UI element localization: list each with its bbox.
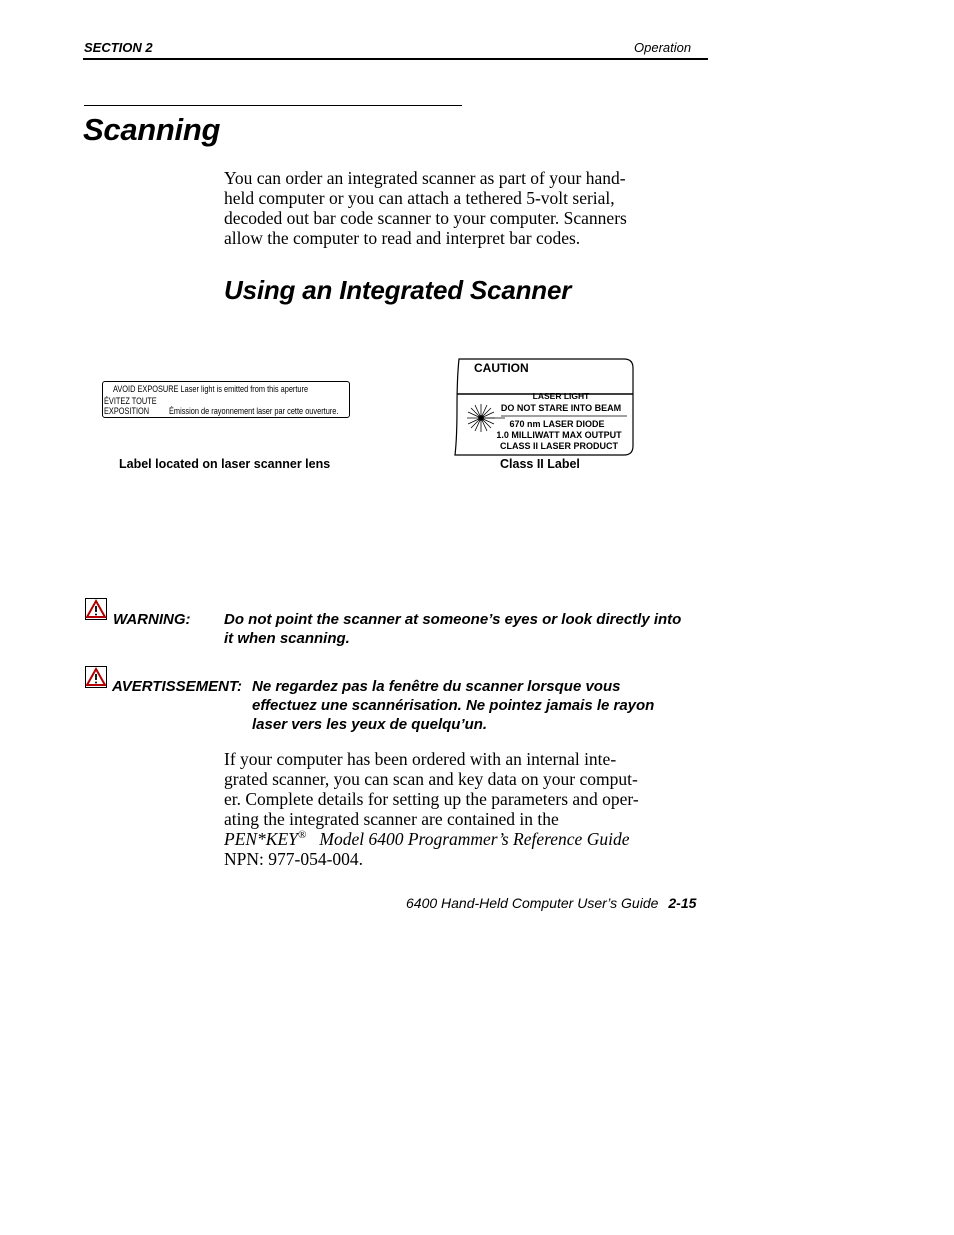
lens-label-line2: ÉVITEZ TOUTE: [104, 396, 157, 406]
lens-label-line3b: Émission de rayonnement laser par cette ouverture.: [169, 406, 339, 416]
section-label: SECTION 2: [84, 40, 153, 55]
class-label-line: DO NOT STARE INTO BEAM: [500, 403, 622, 413]
class-label-line: LASER LIGHT: [532, 391, 590, 401]
lens-label-caption: Label located on laser scanner lens: [119, 457, 331, 471]
paragraph-line: If your computer has been ordered with an internal inte-: [224, 749, 617, 769]
reference-guide-title: [224, 829, 714, 849]
lens-label-figure: [102, 381, 350, 418]
class-label-line: CLASS II LASER PRODUCT: [499, 441, 619, 451]
page-title: Scanning: [83, 112, 221, 147]
avertissement-label: AVERTISSEMENT:: [112, 678, 243, 695]
chapter-label: Operation: [634, 40, 692, 55]
intro-line: decoded out bar code scanner to your computer. Scanners: [224, 208, 627, 228]
title-rule: [84, 105, 462, 106]
paragraph-line: grated scanner, you can scan and key data on your comput-: [224, 769, 638, 789]
integrated-scanner-paragraph: [224, 749, 714, 869]
class-ii-label-caption: Class II Label: [500, 457, 580, 471]
intro-line: You can order an integrated scanner as part of your hand-: [224, 168, 626, 188]
lens-label-line3a: EXPOSITION: [104, 406, 150, 416]
caution-heading: CAUTION: [474, 361, 529, 375]
npn-number: NPN: 977-054-004.: [224, 849, 364, 869]
footer-title: 6400 Hand-Held Computer User’s Guide: [406, 895, 659, 911]
paragraph-line: ating the integrated scanner are contained in the: [224, 809, 559, 829]
class-label-line: 1.0 MILLIWATT MAX OUTPUT: [496, 430, 622, 440]
warning-text: Do not point the scanner at someone’s eyes or look directly into it when scanning.: [224, 611, 682, 647]
warning-triangle-icon: [85, 598, 107, 620]
class-ii-label-figure: [449, 358, 634, 456]
reference-brand: PEN*KEY: [224, 829, 298, 849]
class-label-line: 670 nm LASER DIODE: [509, 419, 605, 429]
intro-line: allow the computer to read and interpret bar codes.: [224, 228, 581, 248]
page-footer: [406, 895, 696, 911]
avertissement-text-rest: effectuez une scannérisation. Ne pointez jamais le rayon laser vers les yeux de quelqu’un.: [252, 697, 655, 733]
reference-title: Model 6400 Programmer’s Reference Guide: [319, 829, 630, 849]
intro-line: held computer or you can attach a tethered 5-volt serial,: [224, 188, 615, 208]
registered-mark: ®: [297, 829, 307, 842]
warning-label: WARNING:: [113, 611, 191, 628]
page-number: 2-15: [668, 895, 697, 911]
lens-label-line1: AVOID EXPOSURE Laser light is emitted from this aperture: [113, 384, 309, 394]
paragraph-line: er. Complete details for setting up the parameters and oper-: [224, 789, 639, 809]
header-rule: [83, 58, 708, 60]
avertissement-text-line1: Ne regardez pas la fenêtre du scanner lorsque vous: [252, 678, 621, 695]
section-subheading: Using an Integrated Scanner: [224, 275, 572, 305]
intro-paragraph: [224, 168, 704, 248]
warning-triangle-icon: [85, 666, 107, 688]
